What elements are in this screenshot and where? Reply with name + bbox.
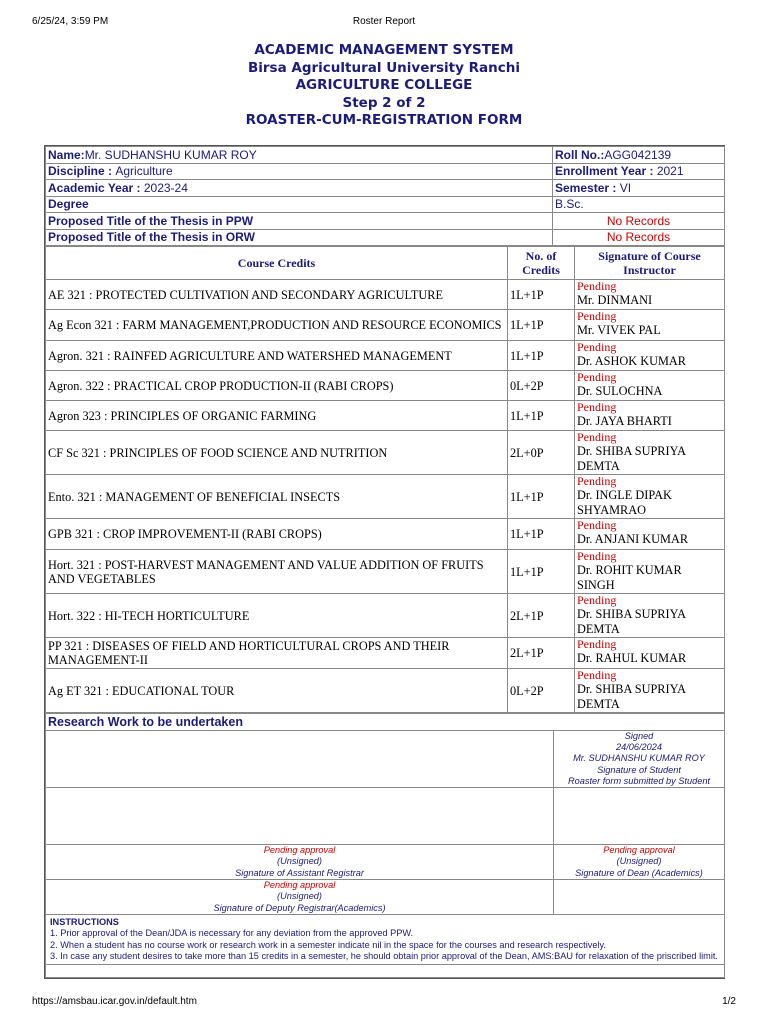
dean-state: (Unsigned) — [616, 856, 662, 867]
signature-status: Pending — [577, 474, 617, 488]
instructor-signature-cell — [575, 431, 725, 475]
signature-table — [45, 713, 725, 978]
degree-label-cell: Degree — [46, 196, 553, 213]
roll-cell: Roll No.:AGG042139 — [553, 147, 725, 164]
instructor-signature-cell — [575, 550, 725, 594]
page-number: 1/2 — [722, 996, 736, 1007]
course-row — [46, 638, 725, 669]
instructor-signature-cell — [575, 638, 725, 669]
signature-status: Pending — [577, 370, 617, 384]
instructor-signature-cell — [575, 401, 725, 431]
signature-status: Pending — [577, 279, 617, 293]
instructor-signature-header: Signature of Course Instructor — [575, 247, 725, 280]
signature-status: Pending — [577, 549, 617, 563]
deputy-registrar-block — [46, 880, 554, 915]
research-work-area — [46, 731, 554, 788]
student-signed-date: 24/06/2024 — [616, 742, 662, 753]
dean-block — [554, 845, 725, 880]
signature-status: Pending — [577, 668, 617, 682]
print-title: Roster Report — [352, 16, 416, 27]
course-name: Ento. 321 : MANAGEMENT OF BENEFICIAL INSECTS — [46, 475, 508, 519]
academic-year-cell: Academic Year : 2023-24 — [46, 180, 553, 197]
instructor-signature-cell — [575, 280, 725, 310]
course-name: Agron. 322 : PRACTICAL CROP PRODUCTION-II (RABI CROPS) — [46, 371, 508, 401]
instructor-name: Dr. RAHUL KUMAR — [577, 651, 687, 665]
deputy-blank-right — [554, 880, 725, 915]
discipline-cell: Discipline : Agriculture — [46, 163, 553, 180]
course-row — [46, 475, 725, 519]
instructor-name: Dr. SHIBA SUPRIYA DEMTA — [577, 607, 686, 636]
deputy-registrar-state: (Unsigned) — [277, 891, 322, 902]
instructor-signature-cell — [575, 594, 725, 638]
course-credits: 1L+1P — [508, 310, 575, 341]
course-credits: 2L+1P — [508, 638, 575, 669]
instructions-heading: INSTRUCTIONS — [50, 917, 119, 928]
roster-form — [44, 145, 725, 979]
form-titles — [0, 42, 768, 130]
signature-status: Pending — [577, 518, 617, 532]
footer-blank-row — [46, 965, 725, 978]
dean-role: Signature of Dean (Academics) — [575, 867, 703, 878]
instructor-signature-cell — [575, 475, 725, 519]
name-cell: Name:Mr. SUDHANSHU KUMAR ROY — [46, 147, 553, 164]
instruction-item: 1. Prior approval of the Dean/JDA is necessary for any deviation from the approved PPW. — [50, 928, 414, 939]
degree-cell — [553, 196, 725, 213]
enrollment-cell: Enrollment Year : 2021 — [553, 163, 725, 180]
course-name: CF Sc 321 : PRINCIPLES OF FOOD SCIENCE AND NUTRITION — [46, 431, 508, 475]
course-name: GPB 321 : CROP IMPROVEMENT-II (RABI CROPS) — [46, 519, 508, 550]
course-row — [46, 550, 725, 594]
instructions-block — [46, 915, 725, 965]
course-row — [46, 594, 725, 638]
form-title: ROASTER-CUM-REGISTRATION FORM — [245, 112, 523, 128]
course-name: Agron. 321 : RAINFED AGRICULTURE AND WATERSHED MANAGEMENT — [46, 341, 508, 371]
ppw-label-cell: Proposed Title of the Thesis in PPW — [46, 213, 553, 230]
course-credits: 0L+2P — [508, 371, 575, 401]
course-credits: 1L+1P — [508, 401, 575, 431]
course-row — [46, 371, 725, 401]
asst-registrar-state: (Unsigned) — [277, 856, 322, 867]
course-name: Hort. 321 : POST-HARVEST MANAGEMENT AND VALUE ADDITION OF FRUITS AND VEGETABLES — [46, 550, 508, 594]
course-credits-header: Course Credits — [46, 247, 508, 280]
instructor-name: Dr. ROHIT KUMAR SINGH — [577, 563, 682, 592]
orw-value: No Records — [553, 229, 725, 246]
course-credits: 1L+1P — [508, 519, 575, 550]
instructor-signature-cell — [575, 519, 725, 550]
signature-status: Pending — [577, 309, 617, 323]
course-row — [46, 519, 725, 550]
student-signature-role: Signature of Student — [597, 764, 681, 775]
course-credits: 1L+1P — [508, 475, 575, 519]
signature-status: Pending — [577, 637, 617, 651]
system-title: ACADEMIC MANAGEMENT SYSTEM — [254, 42, 514, 58]
instructor-name: Dr. SHIBA SUPRIYA DEMTA — [577, 682, 686, 711]
instructor-name: Dr. ASHOK KUMAR — [577, 354, 686, 368]
instructor-name: Dr. JAYA BHARTI — [577, 414, 672, 428]
signature-status: Pending — [577, 430, 617, 444]
instruction-item: 2. When a student has no course work or research work in a semester indicate nil in the space for the courses and research respectively. — [50, 939, 606, 950]
course-name: Ag Econ 321 : FARM MANAGEMENT,PRODUCTION AND RESOURCE ECONOMICS — [46, 310, 508, 341]
course-credits: 2L+1P — [508, 594, 575, 638]
college-title: AGRICULTURE COLLEGE — [295, 77, 473, 93]
research-work-label: Research Work to be undertaken — [46, 714, 725, 731]
course-name: Agron 323 : PRINCIPLES OF ORGANIC FARMING — [46, 401, 508, 431]
page-url: https://amsbau.icar.gov.in/default.htm — [32, 996, 197, 1007]
course-name: Hort. 322 : HI-TECH HORTICULTURE — [46, 594, 508, 638]
signature-status: Pending — [577, 340, 617, 354]
student-signed-name: Mr. SUDHANSHU KUMAR ROY — [573, 753, 705, 764]
signature-status: Pending — [577, 593, 617, 607]
asst-registrar-status: Pending approval — [263, 845, 336, 856]
print-header — [32, 16, 736, 30]
course-row — [46, 310, 725, 341]
course-credits: 1L+1P — [508, 550, 575, 594]
university-title: Birsa Agricultural University Ranchi — [247, 59, 520, 76]
step-title: Step 2 of 2 — [342, 94, 426, 111]
student-signature-block — [554, 731, 725, 788]
course-row — [46, 401, 725, 431]
orw-label-cell: Proposed Title of the Thesis in ORW — [46, 229, 553, 246]
student-info-table — [45, 146, 725, 246]
course-credits: 1L+1P — [508, 280, 575, 310]
course-credits: 2L+0P — [508, 431, 575, 475]
no-of-credits-header: No. of Credits — [508, 247, 575, 280]
course-name: AE 321 : PROTECTED CULTIVATION AND SECONDARY AGRICULTURE — [46, 280, 508, 310]
instructor-name: Dr. INGLE DIPAK SHYAMRAO — [577, 488, 672, 517]
course-row — [46, 669, 725, 713]
roll-number: AGG042139 — [604, 147, 672, 162]
instructor-name: Mr. DINMANI — [577, 293, 653, 307]
instructor-name: Dr. SHIBA SUPRIYA DEMTA — [577, 444, 686, 473]
instructor-signature-cell — [575, 341, 725, 371]
course-row — [46, 341, 725, 371]
course-name: PP 321 : DISEASES OF FIELD AND HORTICULTURAL CROPS AND THEIR MANAGEMENT-II — [46, 638, 508, 669]
discipline: Agriculture — [115, 164, 173, 179]
academic-year: 2023-24 — [143, 180, 188, 195]
course-credits: 1L+1P — [508, 341, 575, 371]
student-name: Mr. SUDHANSHU KUMAR ROY — [84, 147, 257, 162]
instruction-item: 3. In case any student desires to take more than 15 credits in a semester, he should obtain prior approval of the Dean, AMS:BAU for relaxation of the priscribed limit. — [50, 950, 718, 961]
dean-status: Pending approval — [603, 845, 675, 856]
student-submission-note: Roaster form submitted by Student — [568, 775, 710, 786]
blank-area — [46, 788, 554, 845]
deputy-registrar-role: Signature of Deputy Registrar(Academics) — [213, 902, 386, 913]
course-credits: 0L+2P — [508, 669, 575, 713]
semester-cell: Semester : VI — [553, 180, 725, 197]
asst-registrar-role: Signature of Assistant Registrar — [235, 867, 364, 878]
semester: VI — [619, 180, 632, 195]
instructor-signature-cell — [575, 371, 725, 401]
instructor-name: Mr. VIVEK PAL — [577, 323, 661, 337]
blank-area-right — [554, 788, 725, 845]
course-name: Ag ET 321 : EDUCATIONAL TOUR — [46, 669, 508, 713]
print-footer — [32, 996, 736, 1010]
degree: B.Sc. — [555, 197, 584, 212]
student-signed-status: Signed — [624, 731, 654, 741]
instructor-signature-cell — [575, 310, 725, 341]
print-datetime: 6/25/24, 3:59 PM — [32, 16, 109, 27]
course-row — [46, 431, 725, 475]
signature-status: Pending — [577, 400, 617, 414]
instructor-name: Dr. ANJANI KUMAR — [577, 532, 689, 546]
ppw-value: No Records — [553, 213, 725, 230]
course-table — [45, 246, 725, 713]
asst-registrar-block — [46, 845, 554, 880]
instructor-name: Dr. SULOCHNA — [577, 384, 663, 398]
course-row — [46, 280, 725, 310]
enrollment-year: 2021 — [656, 164, 684, 179]
deputy-registrar-status: Pending approval — [263, 880, 336, 891]
instructor-signature-cell — [575, 669, 725, 713]
